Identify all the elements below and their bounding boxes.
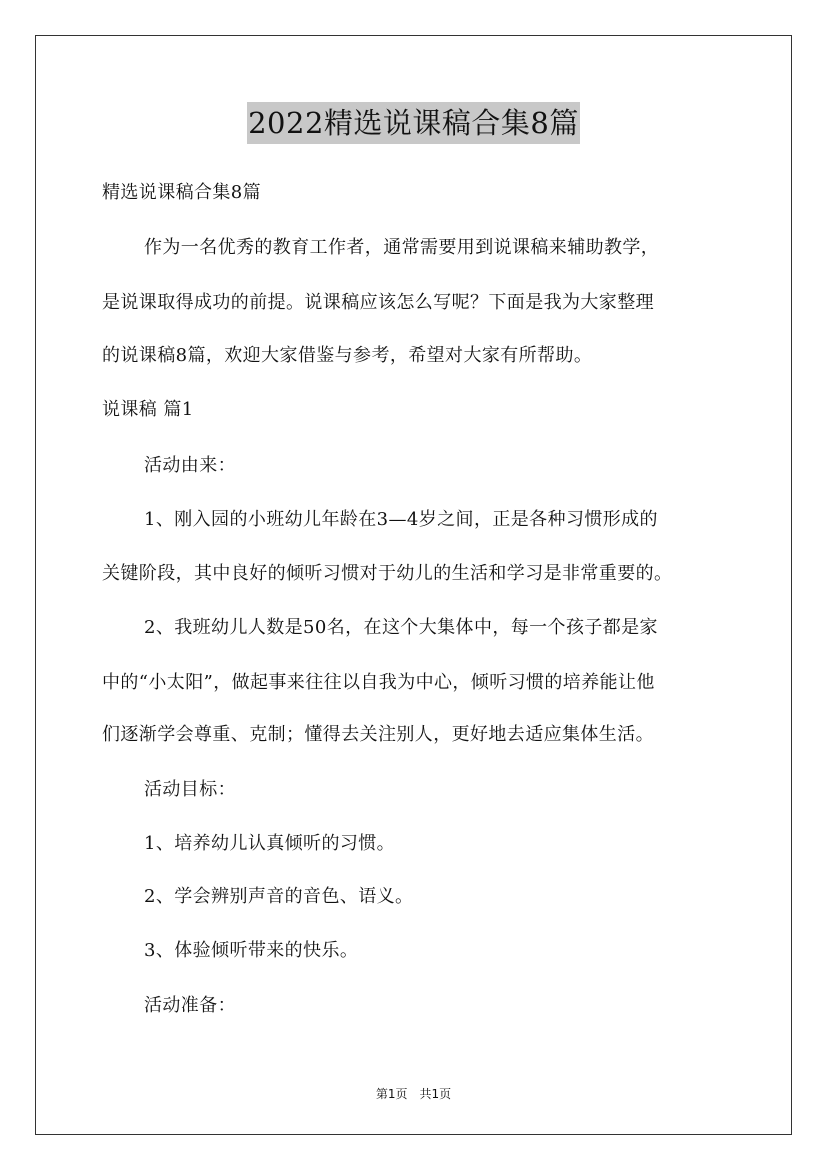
page-footer bbox=[0, 1085, 827, 1102]
goal-item-1: 1、培养幼儿认真倾听的习惯。 bbox=[144, 833, 396, 854]
page-number: 第1页 bbox=[375, 1087, 408, 1101]
intro-line-1: 作为一名优秀的教育工作者，通常需要用到说课稿来辅助教学， bbox=[144, 237, 660, 258]
paragraph-label-origin: 活动由来： bbox=[144, 455, 236, 476]
paragraph-label-goals: 活动目标： bbox=[144, 779, 236, 800]
subtitle-line: 精选说课稿合集8篇 bbox=[102, 182, 262, 203]
body-line: 关键阶段，其中良好的倾听习惯对于幼儿的生活和学习是非常重要的。 bbox=[102, 563, 673, 584]
body-line: 们逐渐学会尊重、克制；懂得去关注别人，更好地去适应集体生活。 bbox=[102, 724, 654, 745]
body-line: 中的“小太阳”，做起事来往往以自我为中心，倾听习惯的培养能让他 bbox=[102, 672, 655, 693]
paragraph-label-prep: 活动准备： bbox=[144, 995, 236, 1016]
page-total: 共1页 bbox=[419, 1087, 452, 1101]
body-line: 2、我班幼儿人数是50名，在这个大集体中，每一个孩子都是家 bbox=[144, 617, 658, 638]
body-line: 1、刚入园的小班幼儿年龄在3—4岁之间，正是各种习惯形成的 bbox=[144, 509, 658, 530]
goal-item-2: 2、学会辨别声音的音色、语义。 bbox=[144, 886, 414, 907]
title-container bbox=[0, 102, 827, 144]
document-title: 2022精选说课稿合集8篇 bbox=[247, 102, 580, 144]
intro-line-2: 是说课取得成功的前提。说课稿应该怎么写呢？下面是我为大家整理 bbox=[102, 292, 654, 313]
goal-item-3: 3、体验倾听带来的快乐。 bbox=[144, 940, 359, 961]
section-heading: 说课稿 篇1 bbox=[102, 399, 194, 420]
intro-line-3: 的说课稿8篇，欢迎大家借鉴与参考，希望对大家有所帮助。 bbox=[102, 345, 593, 366]
